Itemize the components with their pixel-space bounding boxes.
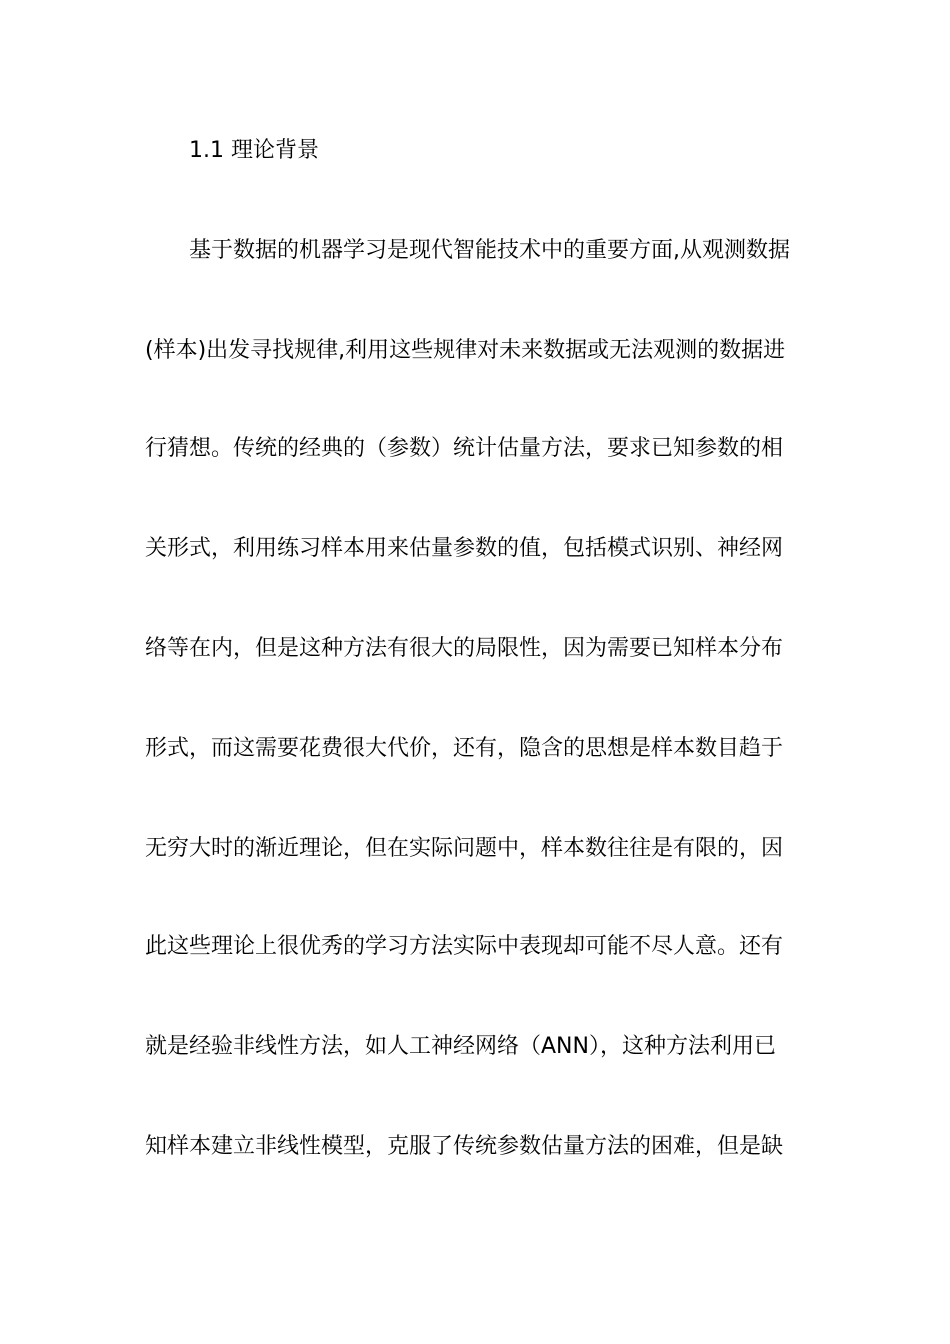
paragraph-line-1: 基于数据的机器学习是现代智能技术中的重要方面,从观测数据: [189, 238, 790, 263]
paragraph-line-3: 行猜想。传统的经典的（参数）统计估量方法，要求已知参数的相: [145, 436, 784, 461]
paragraph-line-5: 络等在内，但是这种方法有很大的局限性，因为需要已知样本分布: [145, 636, 784, 661]
paragraph-line-7: 无穷大时的渐近理论，但在实际问题中，样本数往往是有限的，因: [145, 836, 784, 861]
paragraph-line-8: 此这些理论上很优秀的学习方法实际中表现却可能不尽人意。还有: [145, 934, 784, 959]
paragraph-line-9: 就是经验非线性方法，如人工神经网络（ANN），这种方法利用已: [145, 1034, 776, 1059]
paragraph-line-10: 知样本建立非线性模型，克服了传统参数估量方法的困难，但是缺: [145, 1134, 784, 1159]
paragraph-line-4: 关形式，利用练习样本用来估量参数的值，包括模式识别、神经网: [145, 536, 784, 561]
paragraph-line-2: (样本)出发寻找规律,利用这些规律对未来数据或无法观测的数据进: [145, 338, 786, 363]
paragraph-line-6: 形式，而这需要花费很大代价，还有，隐含的思想是样本数目趋于: [145, 736, 784, 761]
section-heading: 1.1 理论背景: [189, 138, 319, 163]
